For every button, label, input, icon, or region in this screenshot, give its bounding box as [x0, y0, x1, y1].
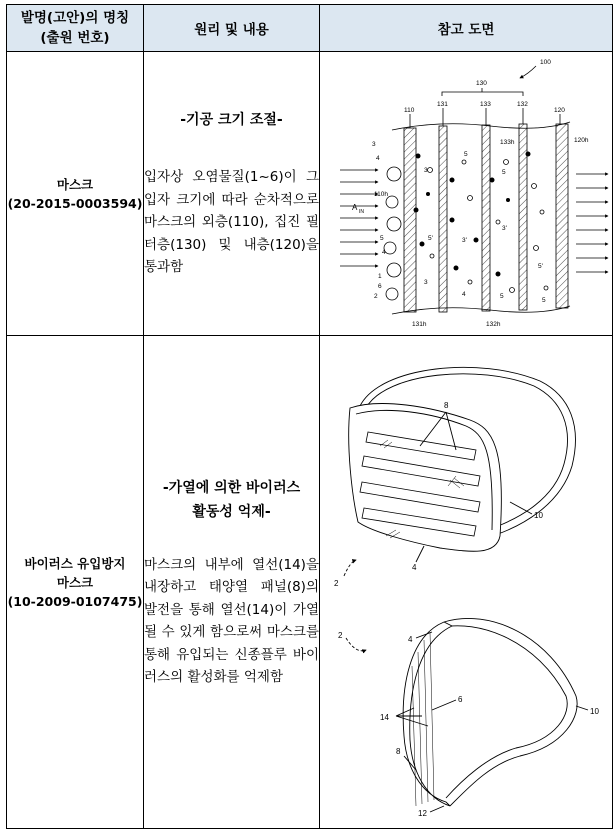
label-particle-1: 1: [378, 273, 382, 280]
label-particle-4b: 4: [382, 249, 386, 256]
header-figure: 참고 도면: [320, 5, 613, 52]
description-body: 입자상 오염물질(1~6)이 그 입자 크기에 따라 순차적으로 마스크의 외층(110), 집진 필터층(130) 및 내층(120)을 통과함: [144, 169, 319, 276]
label-particle-5p-a: 5': [428, 235, 433, 242]
description-body: 마스크의 내부에 열선(14)을 내장하고 태양열 패널(8)의 발전을 통해 열선(14)이 가열될 수 있게 함으로써 마스크를 통해 유입되는 신종플루 바이러스의 활성화를 억제함: [144, 556, 319, 685]
label-131h: 131h: [412, 321, 427, 328]
label-particle-5e: 5: [542, 297, 546, 304]
label-particle-3p-a: 3': [462, 237, 467, 244]
label-110h: 110h: [374, 191, 388, 198]
inner-layer-120: [556, 124, 568, 308]
outer-layer-110: [404, 128, 416, 312]
label-120h: 120h: [574, 137, 589, 144]
label-particle-6: 6: [378, 283, 382, 290]
label-particle-3p-b: 3': [502, 225, 507, 232]
label-133h: 133h: [500, 139, 515, 146]
label-particle-3c: 3: [424, 279, 428, 286]
heated-mask-drawing: [320, 336, 613, 828]
label-8: 8: [444, 401, 449, 410]
invention-name-cell: [7, 336, 144, 829]
description-subtitle-line2: 활동성 억제-: [192, 503, 271, 520]
label-10: 10: [534, 511, 543, 520]
label-4-lower: 4: [408, 635, 413, 644]
description-subtitle: -기공 크기 조절-: [180, 112, 283, 129]
table-row: [7, 52, 613, 336]
label-particle-5c: 5: [380, 235, 384, 242]
invention-name-line2: 마스크: [56, 574, 94, 590]
label-133: 133: [480, 101, 491, 108]
label-4: 4: [412, 563, 417, 572]
label-particle-4c: 4: [462, 291, 466, 298]
filter-layer-132: [519, 124, 527, 310]
label-10-lower: 10: [590, 707, 599, 716]
label-particle-5p-b: 5': [538, 263, 543, 270]
header-name-line2: (출원 번호): [40, 30, 110, 46]
label-2-lower: 2: [338, 631, 343, 640]
label-100: 100: [540, 59, 551, 66]
label-particle-5b: 5: [502, 169, 506, 176]
label-2: 2: [334, 579, 339, 588]
description-subtitle: [144, 476, 319, 524]
label-particle-5d: 5: [500, 293, 504, 300]
invention-name: 마스크: [56, 176, 94, 192]
label-12: 12: [418, 809, 427, 818]
label-particle-5a: 5: [464, 151, 468, 158]
label-6: 6: [458, 695, 463, 704]
filter-layer-131: [439, 126, 447, 312]
invention-name-line1: 바이러스 유입방지: [24, 555, 126, 571]
application-number: (20-2015-0003594): [7, 195, 143, 211]
invention-name-cell: [7, 52, 144, 336]
label-110: 110: [404, 107, 415, 114]
label-132h: 132h: [486, 321, 501, 328]
figure-cell: [320, 52, 613, 336]
filter-layer-133: [482, 125, 490, 311]
description-cell: [144, 52, 320, 336]
description-subtitle-line1: -가열에 의한 바이러스: [162, 479, 301, 496]
label-ain: A: [352, 203, 358, 212]
label-14: 14: [380, 713, 389, 722]
header-row: [7, 5, 613, 52]
label-131: 131: [437, 101, 448, 108]
label-132: 132: [517, 101, 528, 108]
label-8-lower: 8: [396, 747, 401, 756]
label-particle-2: 2: [374, 293, 378, 300]
label-particle-3b: 3: [424, 167, 428, 174]
header-name: [7, 5, 144, 52]
description-cell: [144, 336, 320, 829]
header-principle: 원리 및 내용: [144, 5, 320, 52]
label-ain-sub: IN: [359, 209, 364, 215]
label-particle-4a: 4: [376, 155, 380, 162]
figure-cell: [320, 336, 613, 829]
patent-table: [6, 4, 613, 829]
filter-layer-diagram: [320, 52, 613, 335]
header-name-line1: 발명(고안)의 명칭: [20, 10, 130, 26]
table-row: [7, 336, 613, 829]
label-130: 130: [476, 80, 487, 87]
label-120: 120: [554, 107, 565, 114]
label-particle-3a: 3: [372, 141, 376, 148]
application-number: (10-2009-0107475): [7, 593, 143, 609]
